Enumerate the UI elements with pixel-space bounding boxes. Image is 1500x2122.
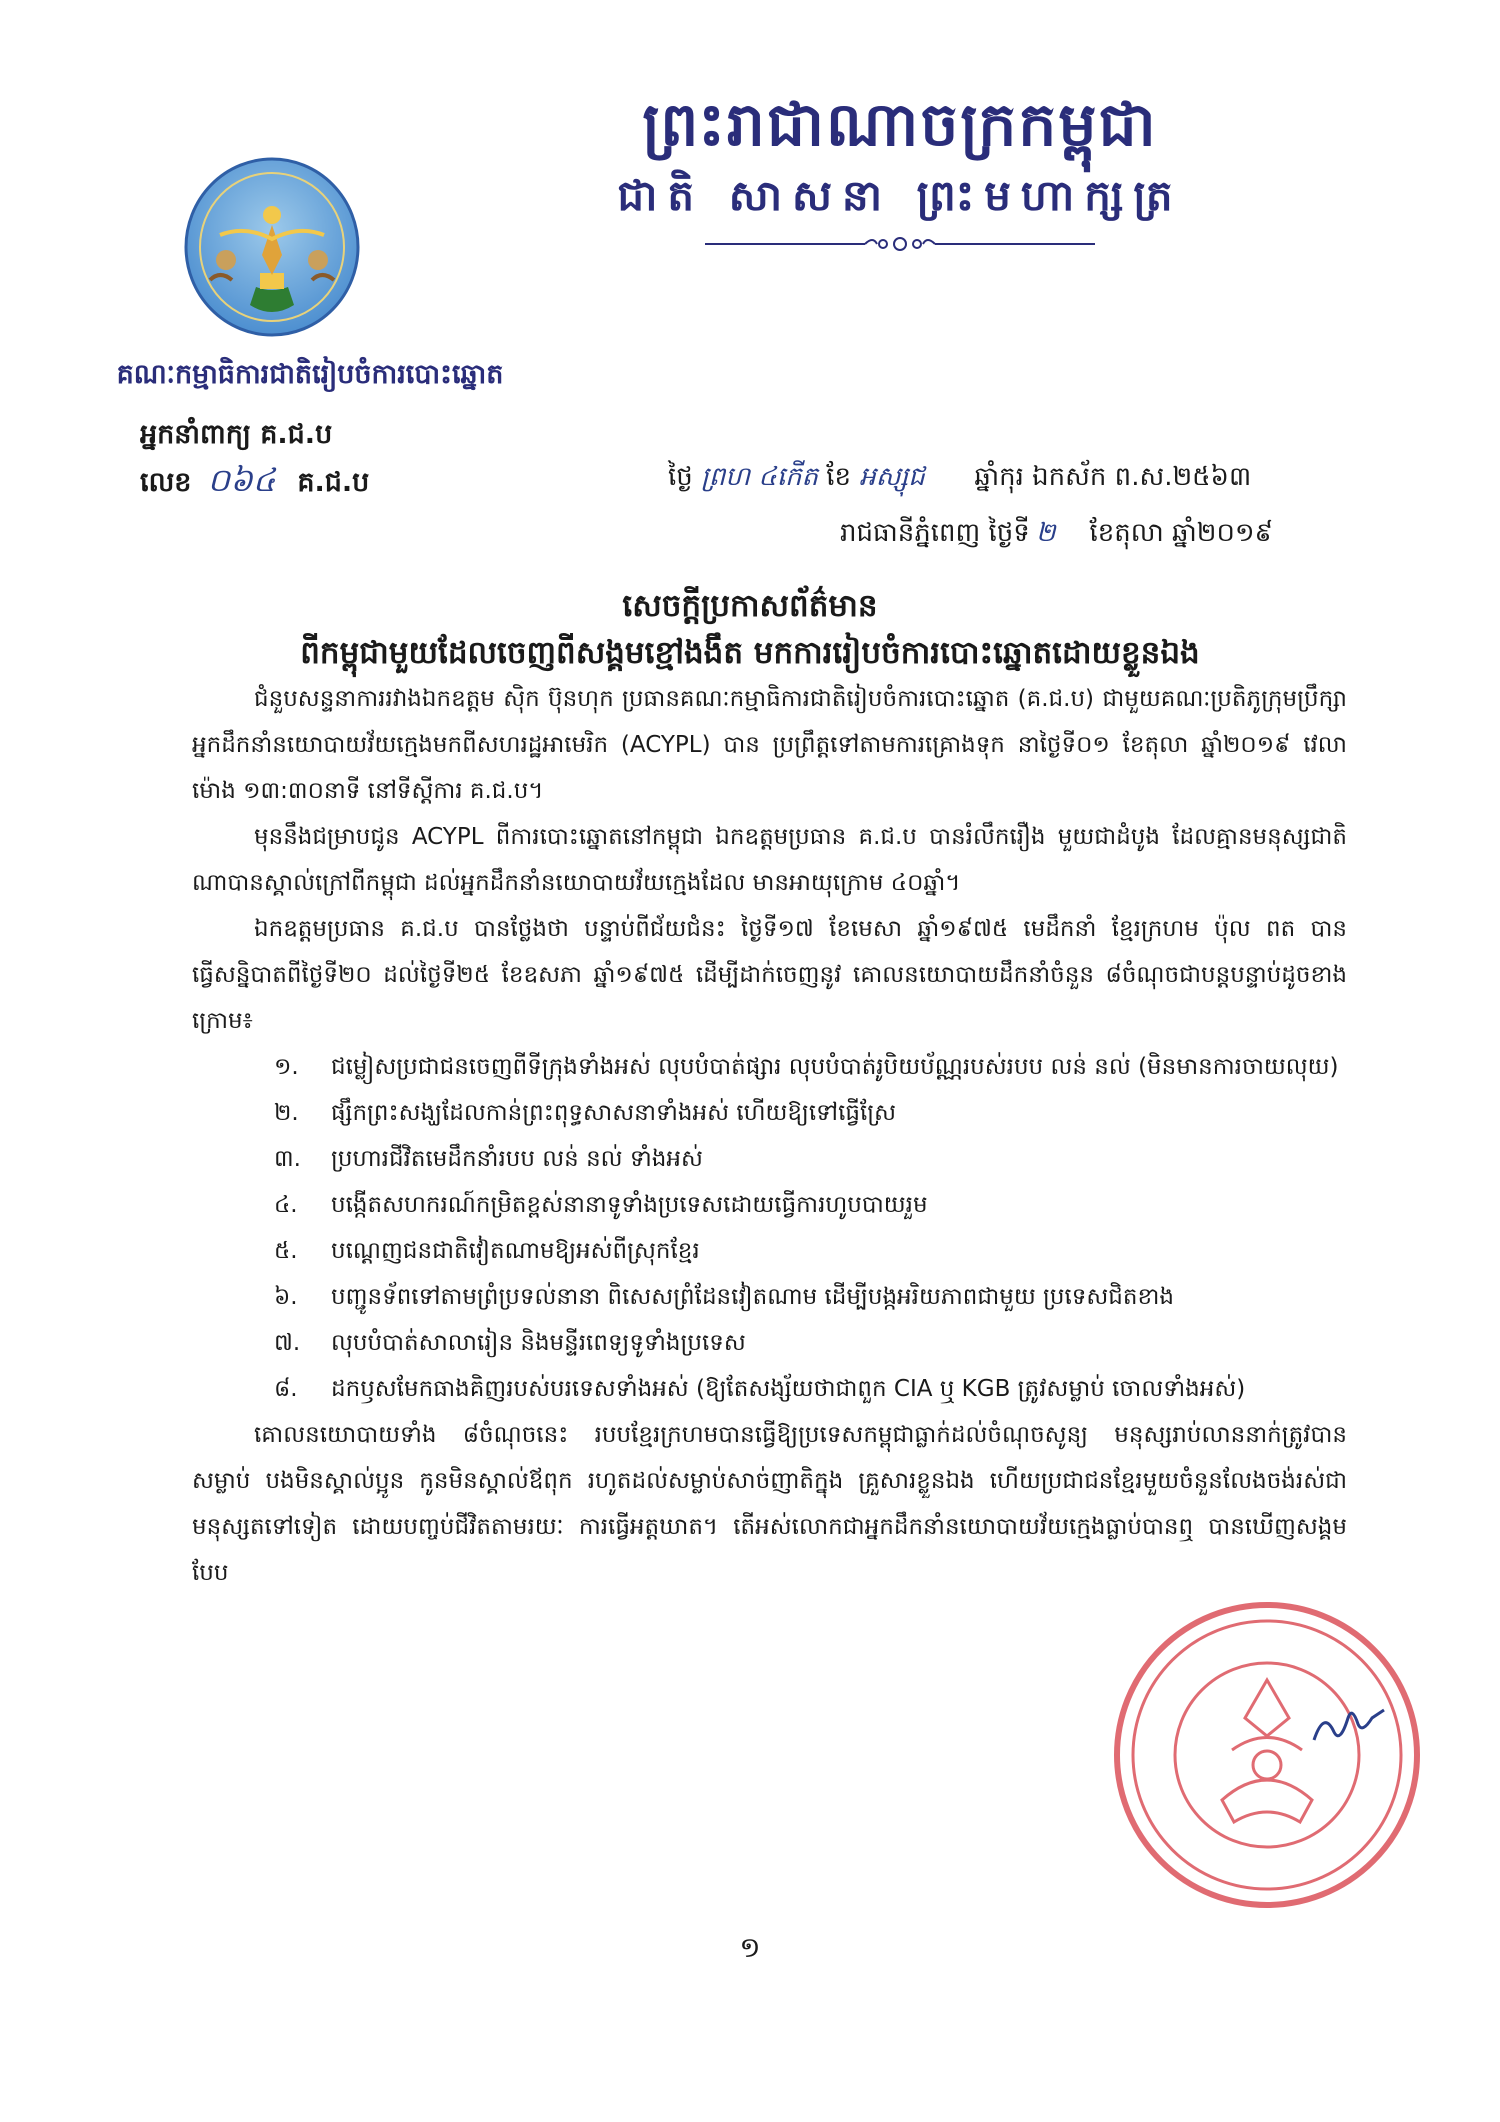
paragraph-2: មុននឹងជម្រាបជូន ACYPL ពីការបោះឆ្នោតនៅកម្ពុជា ឯកឧត្តមប្រធាន គ.ជ.ប បានរំលឹករឿង មួយជាដំបូង ដែលគ្មានមនុស្សជាតិណាបានស្គាល់ក្រៅពីកម្ពុជា ដល់អ្នកដឹកនាំនយោបាយវ័យក្មេងដែល មានអាយុក្រោម ៤០ឆ្នាំ។ bbox=[192, 824, 1347, 896]
list-item-number: ៥. bbox=[274, 1238, 298, 1264]
lunar-month-handwritten: អស្សុជ bbox=[859, 462, 925, 492]
solar-month-year: ខែតុលា ឆ្នាំ២០១៩ bbox=[1089, 518, 1273, 548]
list-item-text: ដកឫសមែកធាងគិញរបស់បរទេសទាំងអស់ (ឱ្យតែសង្ស័យថាជាពួក CIA ឬ KGB ត្រូវសម្លាប់ ចោលទាំងអស់) bbox=[331, 1376, 1246, 1402]
list-item-number: ៣. bbox=[274, 1146, 301, 1172]
lunar-year: ឆ្នាំកុរ ឯកស័ក ព.ស.២៥៦៣ bbox=[974, 462, 1252, 492]
title-line-1: សេចក្តីប្រកាសព័ត៌មាន bbox=[622, 588, 878, 624]
policy-list bbox=[192, 1044, 1347, 1412]
list-item bbox=[192, 1044, 1347, 1090]
reference-number bbox=[140, 460, 369, 507]
reference-number-value: ០៦៤ bbox=[207, 461, 276, 499]
paragraph-3: ឯកឧត្តមប្រធាន គ.ជ.ប បានថ្លែងថា បន្ទាប់ពីជ័យជំនះ ថ្ងៃទី១៧ ខែមេសា ឆ្នាំ១៩៧៥ មេដឹកនាំ ខ្មែរក្រហម ប៉ុល ពត បានធ្វើសន្និបាតពីថ្ងៃទី២០ ដល់ថ្ងៃទី២៥ ខែឧសភា ឆ្នាំ១៩៧៥ ដើម្បីដាក់ចេញនូវ គោលនយោបាយដឹកនាំចំនួន ៨ចំណុចជាបន្តបន្ទាប់ដូចខាងក្រោម៖ bbox=[192, 916, 1347, 1034]
list-item bbox=[192, 1274, 1347, 1320]
lunar-month-label: ខែ bbox=[826, 462, 851, 492]
document-title bbox=[150, 583, 1350, 676]
list-item-number: ២. bbox=[274, 1100, 299, 1126]
list-item-text: លុបបំបាត់សាលារៀន និងមន្ទីរពេទ្យទូទាំងប្រទេស bbox=[331, 1330, 746, 1356]
solar-date bbox=[840, 516, 1358, 554]
list-item-number: ៤. bbox=[274, 1192, 298, 1218]
list-item-number: ៦. bbox=[274, 1284, 298, 1310]
list-item-number: ៧. bbox=[274, 1330, 301, 1356]
spokesperson-label: អ្នកនាំពាក្យ គ.ជ.ប bbox=[140, 419, 333, 450]
organization-name: គណៈកម្មាធិការជាតិរៀបចំការបោះឆ្នោត bbox=[116, 359, 504, 390]
list-item-text: បញ្ជូនទ័ពទៅតាមព្រំប្រទល់នានា ពិសេសព្រំដែនវៀតណាម ដើម្បីបង្កអរិយភាពជាមួយ ប្រទេសជិតខាង bbox=[331, 1284, 1174, 1310]
paragraph-4: គោលនយោបាយទាំង ៨ចំណុចនេះ របបខ្មែរក្រហមបានធ្វើឱ្យប្រទេសកម្ពុជាធ្លាក់ដល់ចំណុចសូន្យ មនុស្សរាប់លាននាក់ត្រូវបានសម្លាប់ បងមិនស្គាល់ប្អូន កូនមិនស្គាល់ឪពុក រហូតដល់សម្លាប់សាច់ញាតិក្នុង គ្រួសារខ្លួនឯង ហើយប្រជាជនខ្មែរមួយចំនួនលែងចង់រស់ជាមនុស្សតទៅទៀត ដោយបញ្ចប់ជីវិតតាមរយៈ ការធ្វើអត្តឃាត។ តើអស់លោកជាអ្នកដឹកនាំនយោបាយវ័យក្មេងធ្លាប់បានឮ បានឃើញសង្គមបែប bbox=[192, 1422, 1347, 1586]
list-item bbox=[192, 1228, 1347, 1274]
list-item-text: ផ្សឹកព្រះសង្ឃដែលកាន់ព្រះពុទ្ធសាសនាទាំងអស់ ហើយឱ្យទៅធ្វើស្រែ bbox=[331, 1100, 897, 1126]
lunar-date bbox=[668, 460, 1358, 498]
page-number: ១ bbox=[739, 1931, 761, 1964]
lunar-day-handwritten: ព្រហ ៤កើត bbox=[701, 462, 818, 492]
divider-ornament-icon bbox=[705, 234, 1095, 254]
list-item bbox=[192, 1182, 1347, 1228]
list-item bbox=[192, 1090, 1347, 1136]
kingdom-title: ព្រះរាជាណាចក្រកម្ពុជា bbox=[642, 90, 1158, 160]
list-item bbox=[192, 1320, 1347, 1366]
signature-icon bbox=[1308, 1700, 1388, 1750]
list-item-text: បង្កើតសហករណ៍កម្រិតខ្ពស់នានាទូទាំងប្រទេសដោយធ្វើការហូបបាយរួម bbox=[331, 1192, 928, 1218]
list-item-number: ៨. bbox=[274, 1376, 298, 1402]
list-item bbox=[192, 1136, 1347, 1182]
lunar-day-prefix: ថ្ងៃ bbox=[668, 462, 693, 492]
solar-day-handwritten: ២ bbox=[1035, 518, 1056, 548]
list-item-number: ១. bbox=[274, 1054, 299, 1080]
paragraph-1: ជំនួបសន្ទនាការរវាងឯកឧត្តម ស៊ិក ប៊ុនហុក ប្រធានគណៈកម្មាធិការជាតិរៀបចំការបោះឆ្នោត (គ.ជ.ប) ជាមួយគណៈប្រតិភូក្រុមប្រឹក្សាអ្នកដឹកនាំនយោបាយវ័យក្មេងមកពីសហរដ្ឋអាមេរិក (ACYPL) បាន ប្រព្រឹត្តទៅតាមការគ្រោងទុក នាថ្ងៃទី០១ ខែតុលា ឆ្នាំ២០១៩ វេលាម៉ោង ១៣:៣០នាទី នៅទីស្តីការ គ.ជ.ប។ bbox=[192, 686, 1347, 804]
reference-suffix: គ.ជ.ប bbox=[297, 467, 370, 498]
title-line-2: ពីកម្ពុជាមួយដែលចេញពីសង្គមខ្មៅងងឹត មកការរៀបចំការបោះឆ្នោតដោយខ្លួនឯង bbox=[300, 634, 1200, 671]
nec-emblem-icon bbox=[180, 155, 365, 340]
official-seal-icon bbox=[1112, 1600, 1422, 1910]
place-prefix: រាជធានីភ្នំពេញ ថ្ងៃទី bbox=[840, 518, 1030, 548]
reference-label: លេខ bbox=[140, 467, 192, 498]
body-text bbox=[192, 676, 1347, 1596]
list-item bbox=[192, 1366, 1347, 1412]
list-item-text: បណ្តេញជនជាតិវៀតណាមឱ្យអស់ពីស្រុកខ្មែរ bbox=[331, 1238, 700, 1264]
list-item-text: ប្រហារជីវិតមេដឹកនាំរបប លន់ នល់ ទាំងអស់ bbox=[331, 1146, 703, 1172]
national-motto: ជាតិ សាសនា ព្រះមហាក្សត្រ bbox=[617, 171, 1183, 220]
list-item-text: ជម្លៀសប្រជាជនចេញពីទីក្រុងទាំងអស់ លុបបំបាត់ផ្សារ លុបបំបាត់រូបិយប័ណ្ណរបស់របប លន់ នល់ (មិនមានការចាយលុយ) bbox=[331, 1054, 1339, 1080]
